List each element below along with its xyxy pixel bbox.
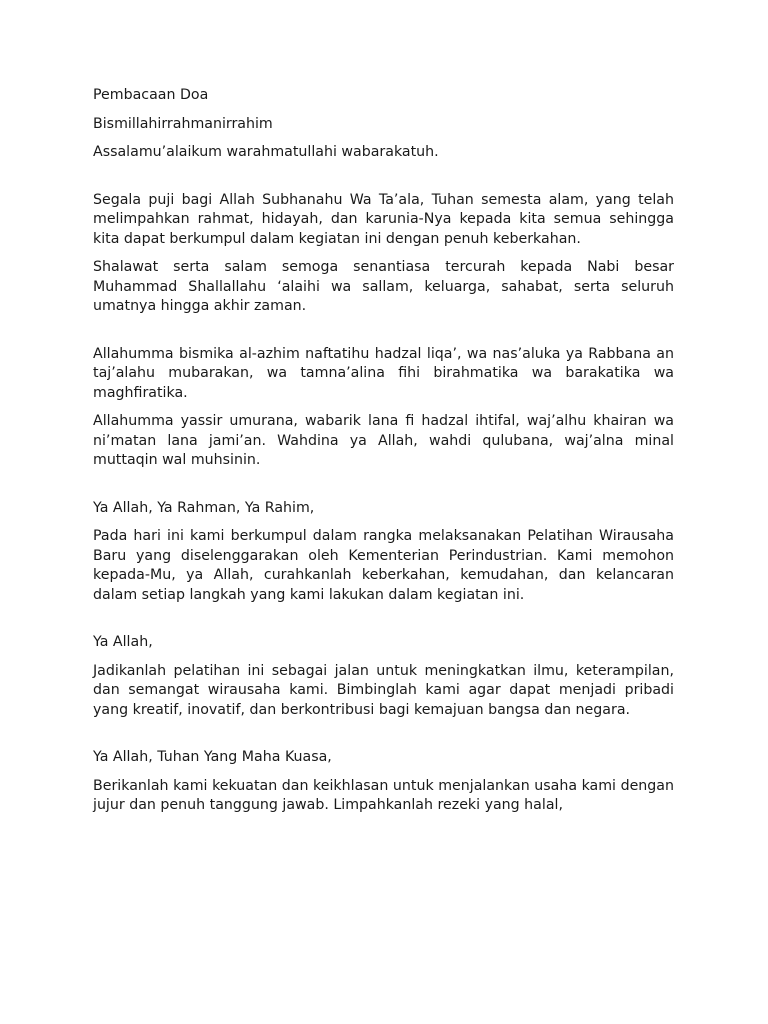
paragraph-strength: Berikanlah kami kekuatan dan keikhlasan untuk menjalankan usaha kami dengan jujur dan penuh tanggung jawab. Limpahkanlah rezeki yang halal, [93,777,674,813]
paragraph-opening-prayer: Allahumma bismika al-azhim naftatihu hadzal liqa’, wa nas’aluka ya Rabbana an taj’alahu mubarakan, wa tamna’alina fihi birahmatika wa barakatika wa maghfiratika. [93,345,674,401]
paragraph-training: Pada hari ini kami berkumpul dalam rangka melaksanakan Pelatihan Wirausaha Baru yang diselenggarakan oleh Kementerian Perindustrian. Kami memohon kepada-Mu, ya Allah, curahkanlah keberkahan, kemudahan, dan kelancaran dalam setiap langkah yang kami lakukan dalam kegiatan ini. [93,528,674,603]
paragraph-shalawat: Shalawat serta salam semoga senantiasa tercurah kepada Nabi besar Muhammad Shallallahu ‘alaihi wa sallam, keluarga, sahabat, serta seluruh umatnya hingga akhir zaman. [93,259,674,314]
spacer [93,614,674,633]
invocation-allah: Ya Allah, [93,634,153,650]
basmalah-line: Bismillahirrahmanirrahim [93,115,273,132]
spacer [93,326,674,345]
greeting-line: Assalamu’alaikum warahmatullahi wabarakatuh. [93,144,439,160]
document-title: Pembacaan Doa [93,87,209,103]
spacer [93,729,674,748]
spacer [93,480,674,499]
paragraph-ease-prayer: Allahumma yassir umurana, wabarik lana fi hadzal ihtifal, waj’alhu khairan wa ni’matan lana jami’an. Wahdina ya Allah, wahdi qulubana, waj’alna minal muttaqin wal muhsinin. [93,413,674,468]
invocation-almighty: Ya Allah, Tuhan Yang Maha Kuasa, [93,749,332,765]
invocation-rahman: Ya Allah, Ya Rahman, Ya Rahim, [93,499,315,516]
paragraph-praise: Segala puji bagi Allah Subhanahu Wa Ta’ala, Tuhan semesta alam, yang telah melimpahkan rahmat, hidayah, dan karunia-Nya kepada kita semua sehingga kita dapat berkumpul dalam kegiatan ini dengan penuh keberkahan. [93,191,674,247]
document-page [93,85,674,825]
spacer [93,172,674,191]
paragraph-knowledge: Jadikanlah pelatihan ini sebagai jalan untuk meningkatkan ilmu, keterampilan, dan semangat wirausaha kami. Bimbinglah kami agar dapat menjadi pribadi yang kreatif, inovatif, dan berkontribusi bagi kemajuan bangsa dan negara. [93,662,674,718]
